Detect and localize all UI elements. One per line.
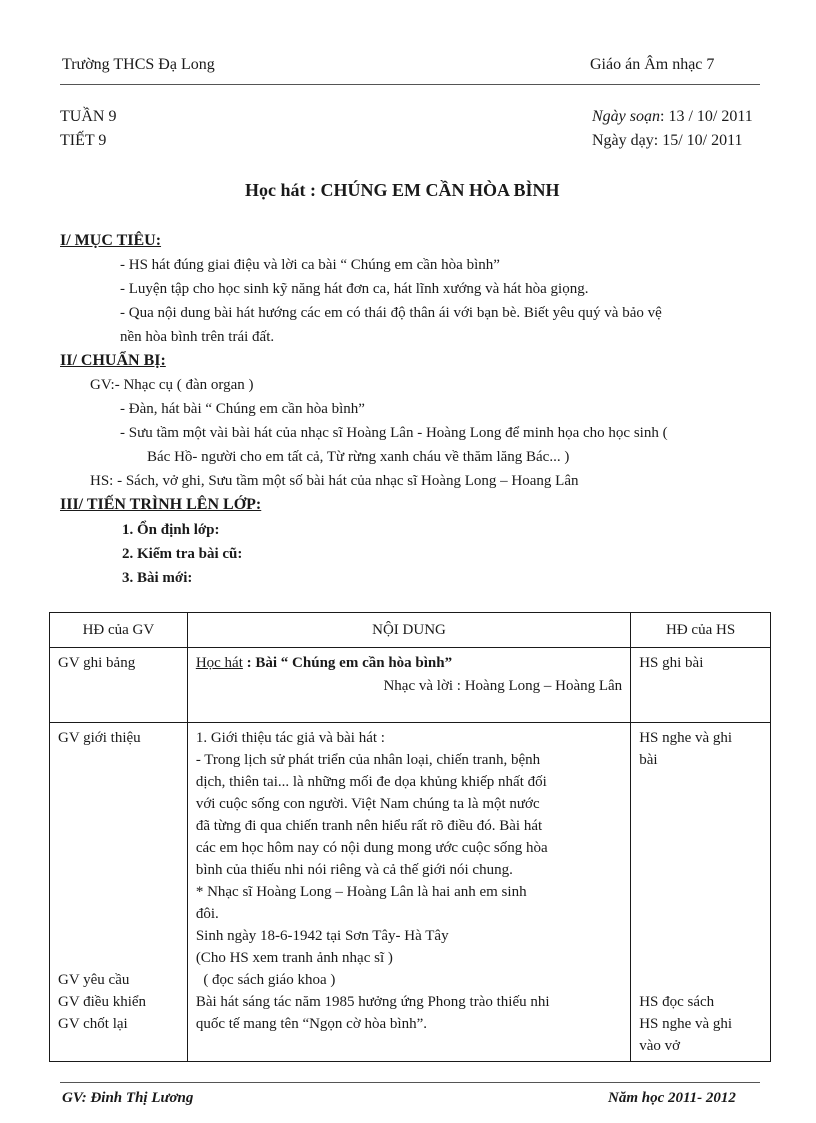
- spacer: [639, 925, 762, 947]
- content-cell: [187, 648, 630, 723]
- preparation-heading: II/ CHUẨN BỊ:: [60, 352, 166, 369]
- content-line: (Cho HS xem tranh ảnh nhạc sĩ ): [195, 950, 393, 966]
- spacer: [58, 815, 179, 837]
- spacer: [639, 903, 762, 925]
- teacher-name: GV: Đinh Thị Lương: [62, 1090, 194, 1106]
- teach-date: Ngày dạy: 15/ 10/ 2011: [592, 132, 743, 149]
- content-line: bình của thiếu nhi nói riêng và cả thế giới nói chung.: [195, 862, 513, 878]
- song-label: Học hát: [195, 655, 243, 671]
- spacer: [58, 837, 179, 859]
- content-line: - Trong lịch sử phát triển của nhân loại, chiến tranh, bệnh: [195, 752, 541, 768]
- teacher-prep-item: - Sưu tầm một vài bài hát của nhạc sĩ Hoàng Lân - Hoàng Long để minh họa cho học sinh (: [120, 425, 668, 441]
- spacer: [639, 793, 762, 815]
- spacer: [58, 859, 179, 881]
- process-step: 3. Bài mới:: [122, 570, 193, 586]
- objective-item: - Qua nội dung bài hát hướng các em có thái độ thân ái với bạn bè. Biết yêu quý và bảo vệ: [120, 305, 662, 321]
- spacer: [639, 815, 762, 837]
- content-line: với cuộc sống con người. Việt Nam chúng ta là một nước: [195, 796, 540, 812]
- teacher-activity: GV yêu cầu: [58, 972, 130, 988]
- spacer: [639, 837, 762, 859]
- objective-item-cont: nền hòa bình trên trái đất.: [120, 329, 275, 345]
- content-line: quốc tế mang tên “Ngọn cờ hòa bình”.: [195, 1016, 428, 1032]
- student-activity: vào vở: [639, 1038, 681, 1054]
- content-line: Sinh ngày 18-6-1942 tại Sơn Tây- Hà Tây: [195, 928, 449, 944]
- content-line: đã từng đi qua chiến tranh nên hiểu rất rõ điều đó. Bài hát: [195, 818, 543, 834]
- week-label: TUẦN 9: [60, 108, 117, 125]
- subject-name: Giáo án Âm nhạc 7: [590, 56, 715, 73]
- process-step: 2. Kiểm tra bài cũ:: [122, 546, 243, 562]
- spacer: [58, 881, 179, 903]
- lesson-title: Học hát : CHÚNG EM CẦN HÒA BÌNH: [245, 180, 560, 200]
- header-divider: [60, 84, 760, 85]
- student-activity: bài: [639, 752, 658, 768]
- content-line: các em học hôm nay có nội dung mong ước cuộc sống hòa: [195, 840, 548, 856]
- teacher-activity: GV điều khiển: [58, 994, 147, 1010]
- process-step: 1. Ổn định lớp:: [122, 522, 220, 538]
- prep-date: [592, 108, 753, 126]
- content-line: Bài hát sáng tác năm 1985 hưởng ứng Phong trào thiếu nhi: [195, 994, 550, 1010]
- table-header-row: [50, 613, 771, 648]
- process-heading: III/ TIẾN TRÌNH LÊN LỚP:: [60, 496, 262, 513]
- song-composer: Nhạc và lời : Hoàng Long – Hoàng Lân: [383, 677, 623, 694]
- school-year: Năm học 2011- 2012: [608, 1090, 736, 1106]
- header-teacher-activity: HĐ của GV: [50, 613, 188, 648]
- content-line: * Nhạc sĩ Hoàng Long – Hoàng Lân là hai anh em sinh: [195, 884, 527, 900]
- teacher-activity-cell: [50, 723, 188, 1062]
- student-activity: HS ghi bài: [639, 655, 704, 671]
- spacer: [639, 881, 762, 903]
- teacher-activity-cell: [50, 648, 188, 723]
- song-title: : Bài “ Chúng em cần hòa bình”: [242, 655, 453, 671]
- spacer: [58, 903, 179, 925]
- spacer: [639, 771, 762, 793]
- spacer: [58, 925, 179, 947]
- header-content: NỘI DUNG: [187, 613, 630, 648]
- lesson-plan-table: [49, 612, 771, 1062]
- content-line: đôi.: [195, 906, 219, 922]
- teacher-activity: GV ghi bảng: [58, 655, 136, 671]
- table-row: [50, 723, 771, 1062]
- footer-divider: [60, 1082, 760, 1083]
- objective-item: - Luyện tập cho học sinh kỹ năng hát đơn ca, hát lĩnh xướng và hát hòa giọng.: [120, 281, 589, 297]
- spacer: [58, 947, 179, 969]
- teacher-prep-item-cont: Bác Hồ- người cho em tất cả, Từ rừng xanh cháu về thăm lăng Bác... ): [147, 449, 570, 465]
- prep-date-value: : 13 / 10/ 2011: [660, 108, 753, 125]
- spacer: [58, 749, 179, 771]
- objectives-heading: I/ MỤC TIÊU:: [60, 232, 162, 249]
- teacher-prep-item: - Đàn, hát bài “ Chúng em cần hòa bình”: [120, 401, 365, 417]
- spacer: [639, 969, 762, 991]
- teacher-activity: GV giới thiệu: [58, 730, 141, 746]
- content-line: 1. Giới thiệu tác giả và bài hát :: [195, 730, 385, 746]
- student-prep-line: HS: - Sách, vở ghi, Sưu tầm một số bài hát của nhạc sĩ Hoàng Long – Hoang Lân: [90, 473, 579, 489]
- school-name: Trường THCS Đạ Long: [62, 56, 215, 73]
- teacher-prep-line: GV:- Nhạc cụ ( đàn organ ): [90, 377, 254, 393]
- student-activity: HS nghe và ghi: [639, 1016, 733, 1032]
- spacer: [58, 771, 179, 793]
- song-title-line: [196, 652, 622, 675]
- content-line: ( đọc sách giáo khoa ): [195, 972, 336, 988]
- spacer: [639, 859, 762, 881]
- header-student-activity: HĐ của HS: [631, 613, 771, 648]
- content-cell: [187, 723, 630, 1062]
- prep-date-label: Ngày soạn: [592, 108, 660, 125]
- spacer: [639, 947, 762, 969]
- student-activity: HS đọc sách: [639, 994, 715, 1010]
- student-activity-cell: [631, 723, 771, 1062]
- student-activity: HS nghe và ghi: [639, 730, 733, 746]
- spacer: [58, 793, 179, 815]
- teacher-activity: GV chốt lại: [58, 1016, 128, 1032]
- student-activity-cell: [631, 648, 771, 723]
- table-row: [50, 648, 771, 723]
- lesson-number: TIẾT 9: [60, 132, 107, 149]
- objective-item: - HS hát đúng giai điệu và lời ca bài “ Chúng em cần hòa bình”: [120, 257, 500, 273]
- content-line: dịch, thiên tai... là những mối đe dọa khủng khiếp nhất đối: [195, 774, 547, 790]
